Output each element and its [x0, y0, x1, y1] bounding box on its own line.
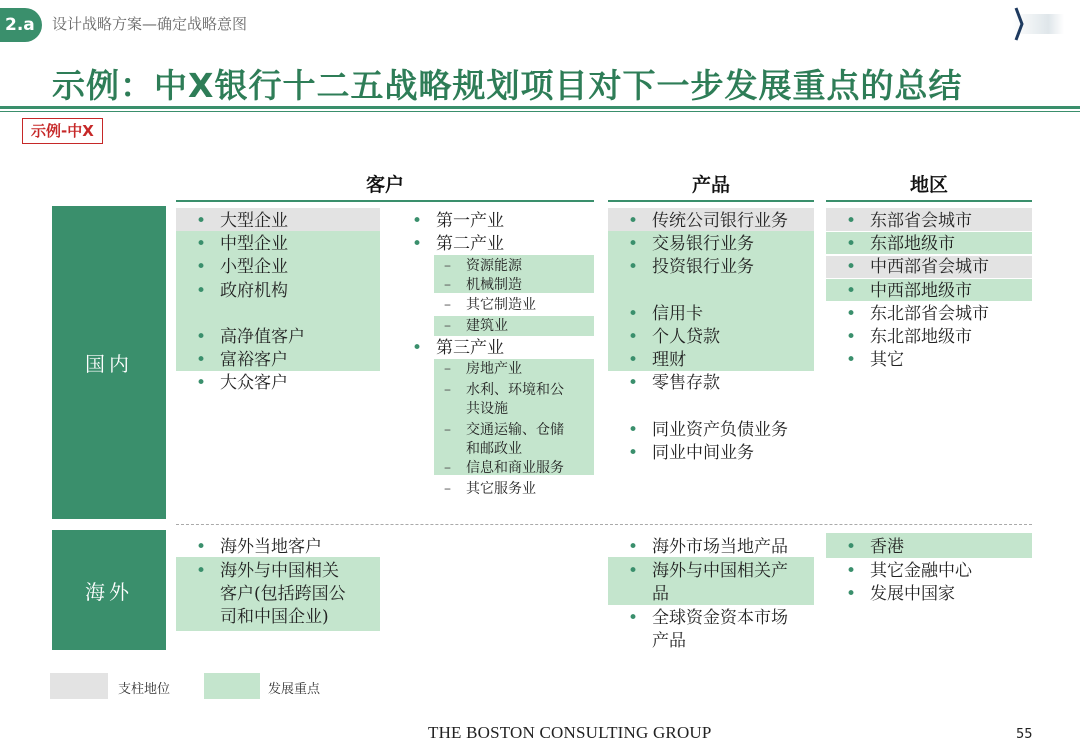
example-stamp: 示例-中X: [22, 118, 103, 144]
list-item: • 高净值客户: [196, 327, 305, 347]
row-label-overseas: 海外: [52, 530, 166, 650]
sub-item: – 资源能源: [444, 258, 522, 274]
list-item: • 传统公司银行业务: [628, 211, 788, 231]
list-item-continued: 品: [652, 584, 669, 604]
list-item: • 同业资产负债业务: [628, 420, 788, 440]
list-item: • 全球资金资本市场: [628, 608, 788, 628]
list-item: • 大众客户: [196, 373, 288, 393]
page-number: 55: [1016, 727, 1033, 742]
column-rule-product: [608, 200, 814, 202]
list-item: • 东北部省会城市: [846, 304, 989, 324]
sub-item: – 机械制造: [444, 277, 522, 293]
list-item: • 其它: [846, 350, 904, 370]
column-header-product: 产品: [691, 174, 730, 196]
sub-item: – 交通运输、仓储: [444, 422, 564, 438]
breadcrumb: 设计战略方案—确定战略意图: [52, 15, 248, 33]
list-item: • 东部地级市: [846, 234, 955, 254]
list-item: • 第三产业: [412, 338, 504, 358]
list-item: • 东部省会城市: [846, 211, 972, 231]
list-item: • 交易银行业务: [628, 234, 754, 254]
list-item: • 理财: [628, 350, 686, 370]
company-footer: THE BOSTON CONSULTING GROUP: [428, 723, 712, 742]
sub-item: – 信息和商业服务: [444, 460, 564, 476]
page-title: 示例：中X银行十二五战略规划项目对下一步发展重点的总结: [52, 66, 963, 105]
list-item: • 政府机构: [196, 281, 288, 301]
list-item-continued: 产品: [652, 631, 686, 651]
sub-item: – 房地产业: [444, 361, 522, 377]
list-item: • 第二产业: [412, 234, 504, 254]
sub-item: – 其它服务业: [444, 481, 536, 497]
sub-item-continued: 和邮政业: [466, 441, 522, 457]
list-item: • 小型企业: [196, 257, 288, 277]
section-divider: [176, 524, 1032, 525]
list-item: • 海外市场当地产品: [628, 537, 788, 557]
list-item: • 第一产业: [412, 211, 504, 231]
list-item: • 香港: [846, 537, 904, 557]
legend-label-focus: 发展重点: [268, 682, 321, 697]
legend-label-pillar: 支柱地位: [118, 682, 171, 697]
list-item: • 海外当地客户: [196, 537, 322, 557]
sub-item: – 水利、环境和公: [444, 382, 564, 398]
logo-icon: [1012, 6, 1064, 44]
row-label-domestic: 国内: [52, 206, 166, 519]
sub-item-continued: 共设施: [466, 401, 508, 417]
list-item: • 东北部地级市: [846, 327, 972, 347]
legend-swatch-pillar: [50, 673, 108, 699]
list-item: • 中西部地级市: [846, 281, 972, 301]
column-rule-region: [826, 200, 1032, 202]
sub-item: – 建筑业: [444, 318, 508, 334]
list-item-continued: 司和中国企业): [220, 607, 329, 627]
list-item: • 海外与中国相关产: [628, 561, 788, 581]
list-item: • 同业中间业务: [628, 443, 754, 463]
list-item: • 信用卡: [628, 304, 703, 324]
column-header-customer: 客户: [365, 174, 404, 196]
title-rule: [0, 106, 1080, 109]
legend-swatch-focus: [204, 673, 260, 699]
list-item: • 富裕客户: [196, 350, 288, 370]
list-item: • 零售存款: [628, 373, 720, 393]
list-item: • 发展中国家: [846, 584, 955, 604]
list-item: • 海外与中国相关: [196, 561, 339, 581]
list-item: • 中西部省会城市: [846, 257, 989, 277]
list-item: • 投资银行业务: [628, 257, 754, 277]
title-rule-thin: [0, 111, 1080, 112]
column-rule-customer: [176, 200, 594, 202]
list-item: • 个人贷款: [628, 327, 720, 347]
list-item: • 大型企业: [196, 211, 288, 231]
list-item: • 其它金融中心: [846, 561, 972, 581]
list-item-continued: 客户(包括跨国公: [220, 584, 346, 604]
sub-item: – 其它制造业: [444, 297, 536, 313]
section-badge: 2.a: [0, 8, 42, 42]
list-item: • 中型企业: [196, 234, 288, 254]
column-header-region: 地区: [909, 174, 948, 196]
